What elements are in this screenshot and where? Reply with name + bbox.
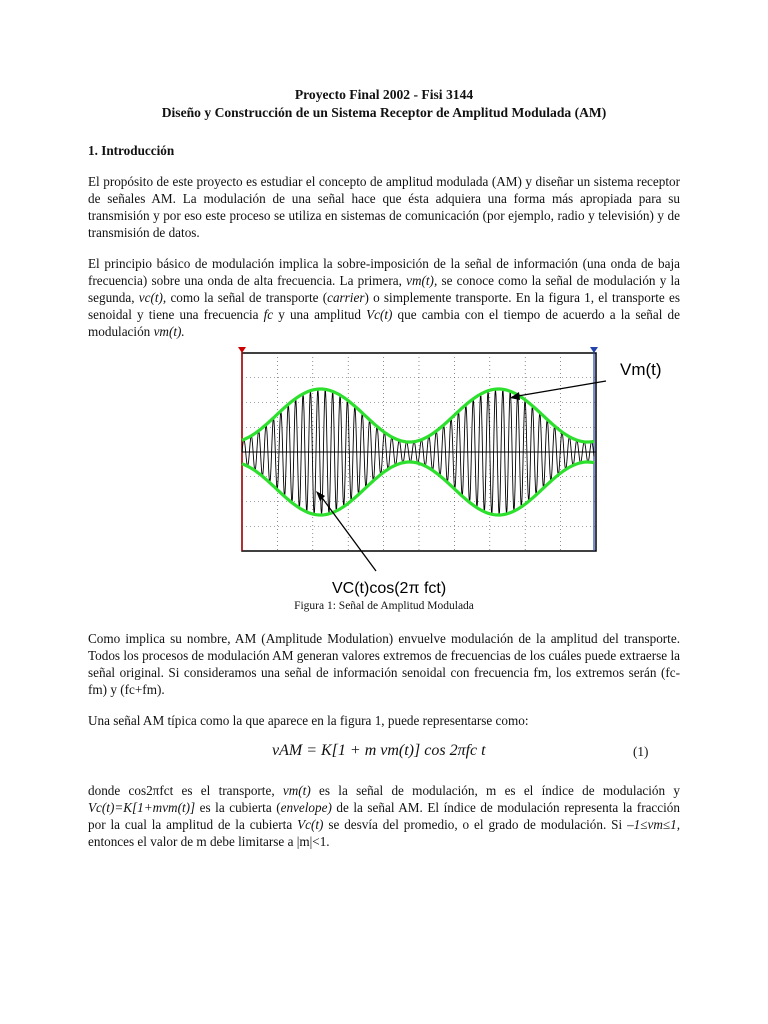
document-page <box>88 86 680 340</box>
paragraph-2: El principio básico de modulación implica la sobre-imposición de la señal de información (una onda de baja frecuencia) sobre una onda de alta frecuencia. La primera, vm(t), se conoce como la señal de modulación y la segunda, vc(t), como la señal de transporte (carrier) o simplemente transporte. En la figura 1, el transporte es senoidal y tiene una frecuencia fc y una amplitud Vc(t) que cambia con el tiempo de acuerdo a la señal de modulación vm(t). <box>88 256 681 339</box>
right-cursor-marker <box>590 347 598 353</box>
paragraph-4: Una señal AM típica como la que aparece en la figura 1, puede representarse como: <box>88 713 529 728</box>
document-page-bottom <box>88 782 680 850</box>
vm-label: Vm(t) <box>620 360 662 379</box>
vc-label: VC(t)cos(2π fct) <box>332 580 447 597</box>
paragraph-5: donde cos2πfct es el transporte, vm(t) es la señal de modulación, m es el índice de modulación y Vc(t)=K[1+mvm(t)] es la cubierta (envelope) de la señal AM. El índice de modulación representa la fracción por la cual la amplitud de la cubierta Vc(t) se desvía del promedio, o el grado de modulación. Si –1≤vm≤1, entonces el valor de m debe limitarse a |m|<1. <box>88 783 680 849</box>
document-page-lower <box>88 630 680 729</box>
vc-symbol: vc(t), <box>138 290 167 305</box>
document-title: Proyecto Final 2002 - Fisi 3144 <box>294 87 474 102</box>
vm-symbol: vm(t), <box>406 273 438 288</box>
left-cursor-marker <box>238 347 246 353</box>
paragraph-3: Como implica su nombre, AM (Amplitude Modulation) envuelve modulación de la amplitud del transporte. Todos los procesos de modulación AM generan valores extremos de frecuencias de los cuáles puede extraerse la señal original. Si consideramos una señal de información senoidal con frecuencia fm, los extremos serán (fc-fm) y (fc+fm). <box>88 631 680 697</box>
figure-caption: Figura 1: Señal de Amplitud Modulada <box>294 600 474 612</box>
am-waveform-figure <box>236 345 676 600</box>
equation-body: vAM = K[1 + m vm(t)] cos 2πfc t <box>272 742 486 759</box>
document-subtitle: Diseño y Construcción de un Sistema Receptor de Amplitud Modulada (AM) <box>161 105 607 120</box>
section-heading: 1. Introducción <box>88 143 175 158</box>
equation-1 <box>0 742 768 766</box>
carrier-term: carrier <box>327 290 365 305</box>
vm-symbol-2: vm(t). <box>153 324 185 339</box>
paragraph-1: El propósito de este proyecto es estudiar el concepto de amplitud modulada (AM) y diseñar un sistema receptor de señales AM. La modulación de una señal hace que ésta adquiera una forma más apropiada para su transmisión y por eso este proceso se utiliza en sistemas de comunicación (por ejemplo, radio y televisión) y de transmisión de datos. <box>88 174 680 240</box>
equation-number: (1) <box>633 744 649 759</box>
vct-symbol: Vc(t) <box>366 307 393 322</box>
fc-symbol: fc <box>263 307 274 322</box>
